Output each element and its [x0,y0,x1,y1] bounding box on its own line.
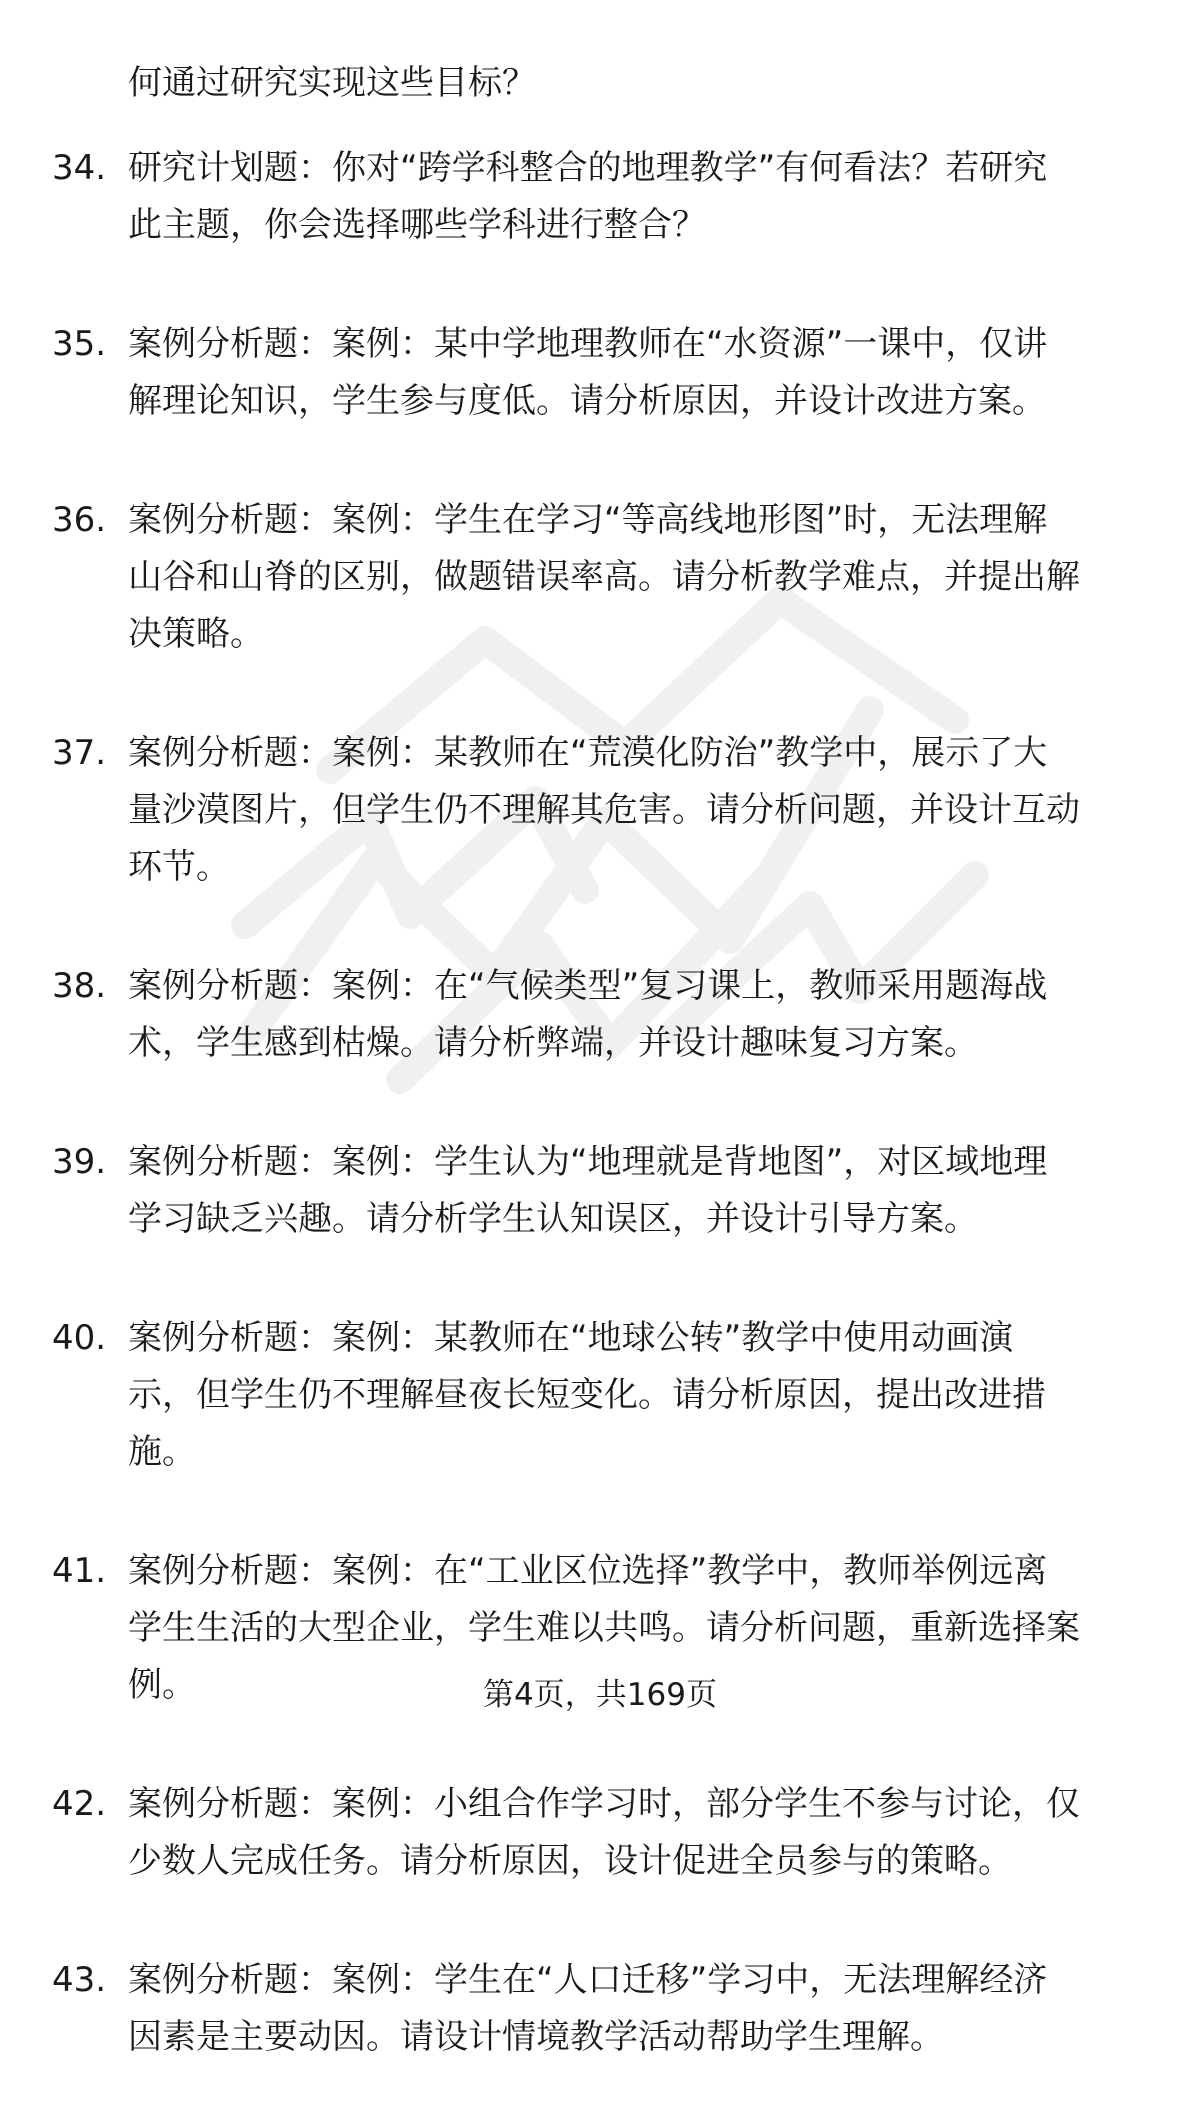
question-number: 34. [52,148,107,188]
question-text: 案例分析题：案例：学生在“人口迁移”学习中，无法理解经济 因素是主要动因。请设计情境教学活动帮助学生理解。 [128,1960,1048,2057]
question-item-36 [0,492,1138,663]
question-number: 40. [52,1318,107,1358]
question-number: 35. [52,324,107,364]
question-number: 39. [52,1142,107,1182]
question-item-43 [0,1952,1138,2066]
continued-question-line: 何通过研究实现这些目标？ [128,63,536,103]
question-text: 案例分析题：案例：学生在学习“等高线地形图”时，无法理解 山谷和山脊的区别，做题错误率高。请分析教学难点，并提出解 决策略。 [128,500,1080,654]
question-text: 研究计划题：你对“跨学科整合的地理教学”有何看法？若研究 此主题，你会选择哪些学科进行整合？ [128,148,1048,245]
question-item-40 [0,1310,1138,1481]
question-item-35 [0,316,1138,430]
question-text: 案例分析题：案例：小组合作学习时，部分学生不参与讨论，仅 少数人完成任务。请分析原因，设计促进全员参与的策略。 [128,1784,1080,1881]
question-text: 案例分析题：案例：在“工业区位选择”教学中，教师举例远离 学生生活的大型企业，学生难以共鸣。请分析问题，重新选择案 例。 [128,1551,1080,1705]
question-item-37 [0,725,1138,896]
question-text: 案例分析题：案例：学生认为“地理就是背地图”，对区域地理 学习缺乏兴趣。请分析学生认知误区，并设计引导方案。 [128,1142,1048,1239]
question-item-39 [0,1134,1138,1248]
question-number: 36. [52,500,107,540]
question-text: 案例分析题：案例：某教师在“荒漠化防治”教学中，展示了大 量沙漠图片，但学生仍不理解其危害。请分析问题，并设计互动 环节。 [128,733,1080,887]
question-number: 41. [52,1551,107,1591]
question-text: 案例分析题：案例：在“气候类型”复习课上，教师采用题海战 术，学生感到枯燥。请分析弊端，并设计趣味复习方案。 [128,966,1048,1063]
question-text: 案例分析题：案例：某教师在“地球公转”教学中使用动画演 示，但学生仍不理解昼夜长短变化。请分析原因，提出改进措 施。 [128,1318,1046,1472]
question-item-38 [0,958,1138,1072]
question-item-42 [0,1776,1138,1890]
question-number: 37. [52,733,107,773]
question-number: 43. [52,1960,107,2000]
question-number: 38. [52,966,107,1006]
question-text: 案例分析题：案例：某中学地理教师在“水资源”一课中，仅讲 解理论知识，学生参与度低。请分析原因，并设计改进方案。 [128,324,1048,421]
question-item-34 [0,140,1138,254]
question-list [0,140,1200,2128]
page-footer: 第4页，共169页 [483,1677,717,1713]
question-number: 42. [52,1784,107,1824]
